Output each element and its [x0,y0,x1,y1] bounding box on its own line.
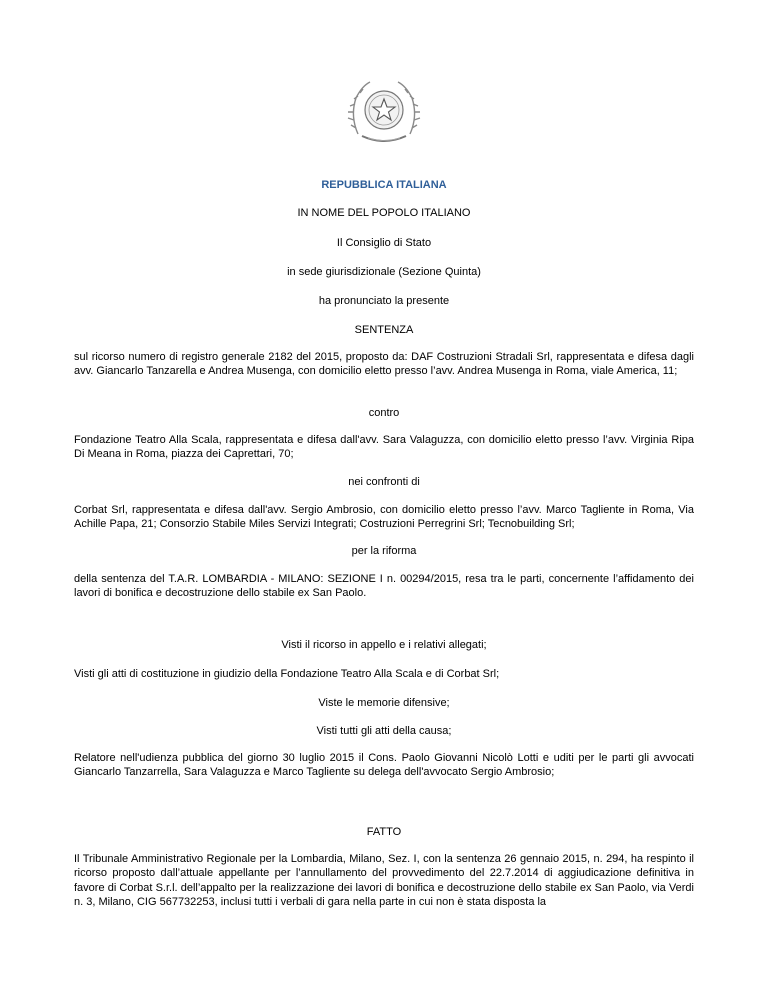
paragraph-fondazione: Fondazione Teatro Alla Scala, rappresentata e difesa dall'avv. Sara Valaguzza, con domicilio eletto presso l’avv. Virginia Ripa Di Meana in Roma, piazza dei Caprettari, 70; [74,434,694,461]
heading-fatto: FATTO [366,826,402,838]
header-line-consiglio: Il Consiglio di Stato [336,237,432,249]
paragraph-visti-atti: Visti gli atti di costituzione in giudizio della Fondazione Teatro Alla Scala e di Corbat Srl; [74,668,500,680]
paragraph-fatto: Il Tribunale Amministrativo Regionale per la Lombardia, Milano, Sez. I, con la sentenza 26 gennaio 2015, n. 294, ha respinto il ricorso proposto dall’attuale appellante per l’annullamento del provvedimento del 22.7.2014 di aggiudicazione definitiva in favore di Corbat S.r.l. dell’appalto per la realizzazione dei lavori di bonifica e decostruzione dello stabile ex San Paolo, via Verdi n. 3, Milano, CIG 567732253, inclusi tutti i verbali di gara nella parte in cui non è stata disposta la [74,853,694,909]
heading-confronti: nei confronti di [348,476,420,488]
line-memorie: Viste le memorie difensive; [318,697,450,709]
line-atti-causa: Visti tutti gli atti della causa; [316,725,452,737]
republic-emblem-icon [344,72,424,152]
header-line-sede: in sede giurisdizionale (Sezione Quinta) [287,266,481,278]
header-line-pronunciato: ha pronunciato la presente [318,295,450,307]
document-title: REPUBBLICA ITALIANA [321,179,447,191]
paragraph-ricorso: sul ricorso numero di registro generale 2182 del 2015, proposto da: DAF Costruzioni Stradali Srl, rappresentata e difesa dagli avv. Giancarlo Tanzarella e Andrea Musenga, con domicilio eletto presso l’avv. Andrea Musenga in Roma, viale America, 11; [74,351,694,378]
header-line-sentenza: SENTENZA [354,324,414,336]
heading-riforma: per la riforma [351,545,417,557]
paragraph-relatore: Relatore nell'udienza pubblica del giorno 30 luglio 2015 il Cons. Paolo Giovanni Nicolò Lotti e uditi per le parti gli avvocati Giancarlo Tanzarrella, Sara Valaguzza e Marco Tagliente su delega dell'avvocato Sergio Ambrosio; [74,752,694,779]
paragraph-sentenza-tar: della sentenza del T.A.R. LOMBARDIA - MILANO: SEZIONE I n. 00294/2015, resa tra le parti, concernente l’affidamento dei lavori di bonifica e decostruzione dello stabile ex San Paolo. [74,573,694,600]
heading-contro: contro [368,407,400,419]
header-line-popolo: IN NOME DEL POPOLO ITALIANO [297,207,471,219]
line-visti-ricorso: Visti il ricorso in appello e i relativi allegati; [281,639,487,651]
paragraph-corbat: Corbat Srl, rappresentata e difesa dall'avv. Sergio Ambrosio, con domicilio eletto presso l’avv. Marco Tagliente in Roma, Via Achille Papa, 21; Consorzio Stabile Miles Servizi Integrati; Costruzioni Perregrini Srl; Tecnobuilding Srl; [74,504,694,531]
